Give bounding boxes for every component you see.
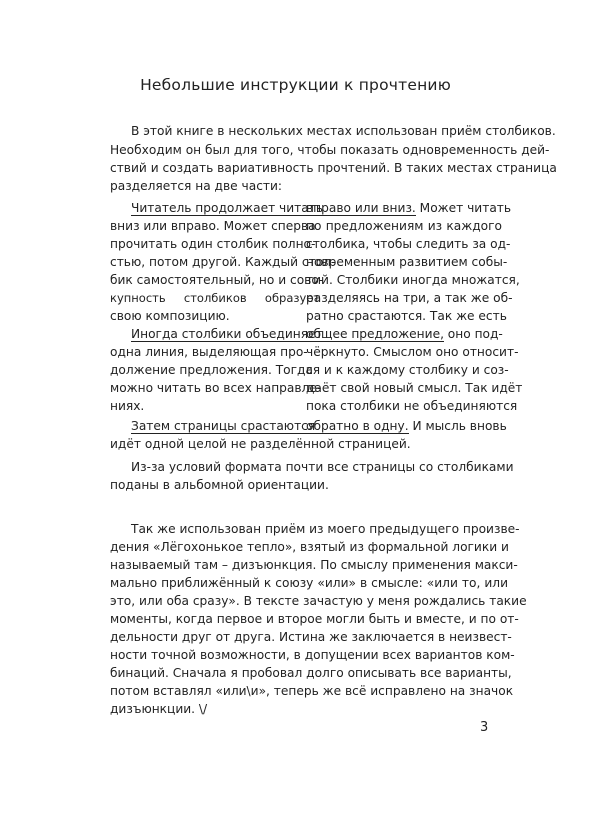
left-column-line: должение предложения. Тогда bbox=[110, 363, 313, 377]
right-column-line: тий. Столбики иногда множатся, bbox=[306, 273, 520, 287]
right-column-line: разделяясь на три, а так же об- bbox=[306, 291, 513, 305]
disjunction-paragraph-line: Так же использован приём из моего предыдущего произве- bbox=[131, 522, 520, 536]
right-column-line: по предложениям из каждого bbox=[306, 219, 502, 233]
disjunction-paragraph-line: дения «Лёгохонькое тепло», взятый из формальной логики и bbox=[110, 540, 509, 554]
disjunction-paragraph-line: дельности друг от друга. Истина же заключается в неизвест- bbox=[110, 630, 512, 644]
underlined-merge-sentence: Затем страницы срастаются bbox=[131, 419, 316, 433]
merge-line-right: обратно в одну. И мысль вновь bbox=[306, 419, 507, 433]
disjunction-paragraph-line: потом вставлял «или\и», теперь же всё исправлено на значок bbox=[110, 684, 514, 698]
left-column-line: купность столбиков образует bbox=[110, 291, 321, 305]
left-column-line: одна линия, выделяющая про- bbox=[110, 345, 308, 359]
disjunction-paragraph-line: дизъюнкции. \/ bbox=[110, 702, 208, 716]
left-column-line: вниз или вправо. Может сперва bbox=[110, 219, 316, 233]
underlined-shared-sentence-end: вправо или вниз. bbox=[306, 201, 416, 215]
page-title: Небольшие инструкции к прочтению bbox=[140, 76, 451, 94]
right-column-line: столбика, чтобы следить за од- bbox=[306, 237, 511, 251]
intro-line: Необходим он был для того, чтобы показать одновременность дей- bbox=[110, 143, 550, 157]
merge-continuation: идёт одной целой не разделённой страницей. bbox=[110, 437, 411, 451]
disjunction-paragraph-line: бинаций. Сначала я пробовал долго описывать все варианты, bbox=[110, 666, 512, 680]
underlined-shared-sentence: Иногда столбики объединяет bbox=[131, 327, 323, 341]
left-column-line: свою композицию. bbox=[110, 309, 230, 323]
left-column-line: можно читать во всех направле- bbox=[110, 381, 322, 395]
right-column-line: вправо или вниз. Может читать bbox=[306, 201, 512, 215]
left-column-line bbox=[131, 200, 323, 216]
underlined-merge-sentence-end: обратно в одну. bbox=[306, 419, 409, 433]
right-column-line: даёт свой новый смысл. Так идёт bbox=[306, 381, 523, 395]
right-column-line: пока столбики не объединяются bbox=[306, 399, 518, 413]
intro-line: ствий и создать вариативность прочтений. В таких местах страница bbox=[110, 161, 557, 175]
left-column-line: ниях. bbox=[110, 399, 145, 413]
format-note-line: поданы в альбомной ориентации. bbox=[110, 478, 329, 492]
disjunction-paragraph-line: мально приближённый к союзу «или» в смысле: «или то, или bbox=[110, 576, 508, 590]
disjunction-paragraph-line: это, или оба сразу». В тексте зачастую у меня рождались такие bbox=[110, 594, 527, 608]
right-column-line: чёркнуто. Смыслом оно относит- bbox=[306, 345, 519, 359]
left-column-line: стью, потом другой. Каждый стол- bbox=[110, 255, 336, 269]
left-column-line: бик самостоятельный, но и сово- bbox=[110, 273, 324, 287]
intro-line: В этой книге в нескольких местах использован приём столбиков. bbox=[131, 124, 556, 138]
right-column-line: ся и к каждому столбику и соз- bbox=[306, 363, 509, 377]
underlined-shared-sentence-end: общее предложение, bbox=[306, 327, 444, 341]
right-column-line: новременным развитием собы- bbox=[306, 255, 508, 269]
left-column-line bbox=[131, 326, 323, 342]
right-column-line: ратно срастаются. Так же есть bbox=[306, 309, 507, 323]
right-column-line: общее предложение, оно под- bbox=[306, 327, 503, 341]
disjunction-paragraph-line: моменты, когда первое и второе могли быть и вместе, и по от- bbox=[110, 612, 519, 626]
intro-line: разделяется на две части: bbox=[110, 179, 283, 193]
underlined-shared-sentence: Читатель продолжает читать bbox=[131, 201, 324, 215]
disjunction-paragraph-line: ности точной возможности, в допущении всех вариантов ком- bbox=[110, 648, 515, 662]
page-number: 3 bbox=[480, 720, 489, 735]
merge-line bbox=[131, 418, 315, 434]
format-note-line: Из-за условий формата почти все страницы со столбиками bbox=[131, 460, 514, 474]
disjunction-paragraph-line: называемый там – дизъюнкция. По смыслу применения макси- bbox=[110, 558, 518, 572]
left-column-line: прочитать один столбик полно- bbox=[110, 237, 316, 251]
